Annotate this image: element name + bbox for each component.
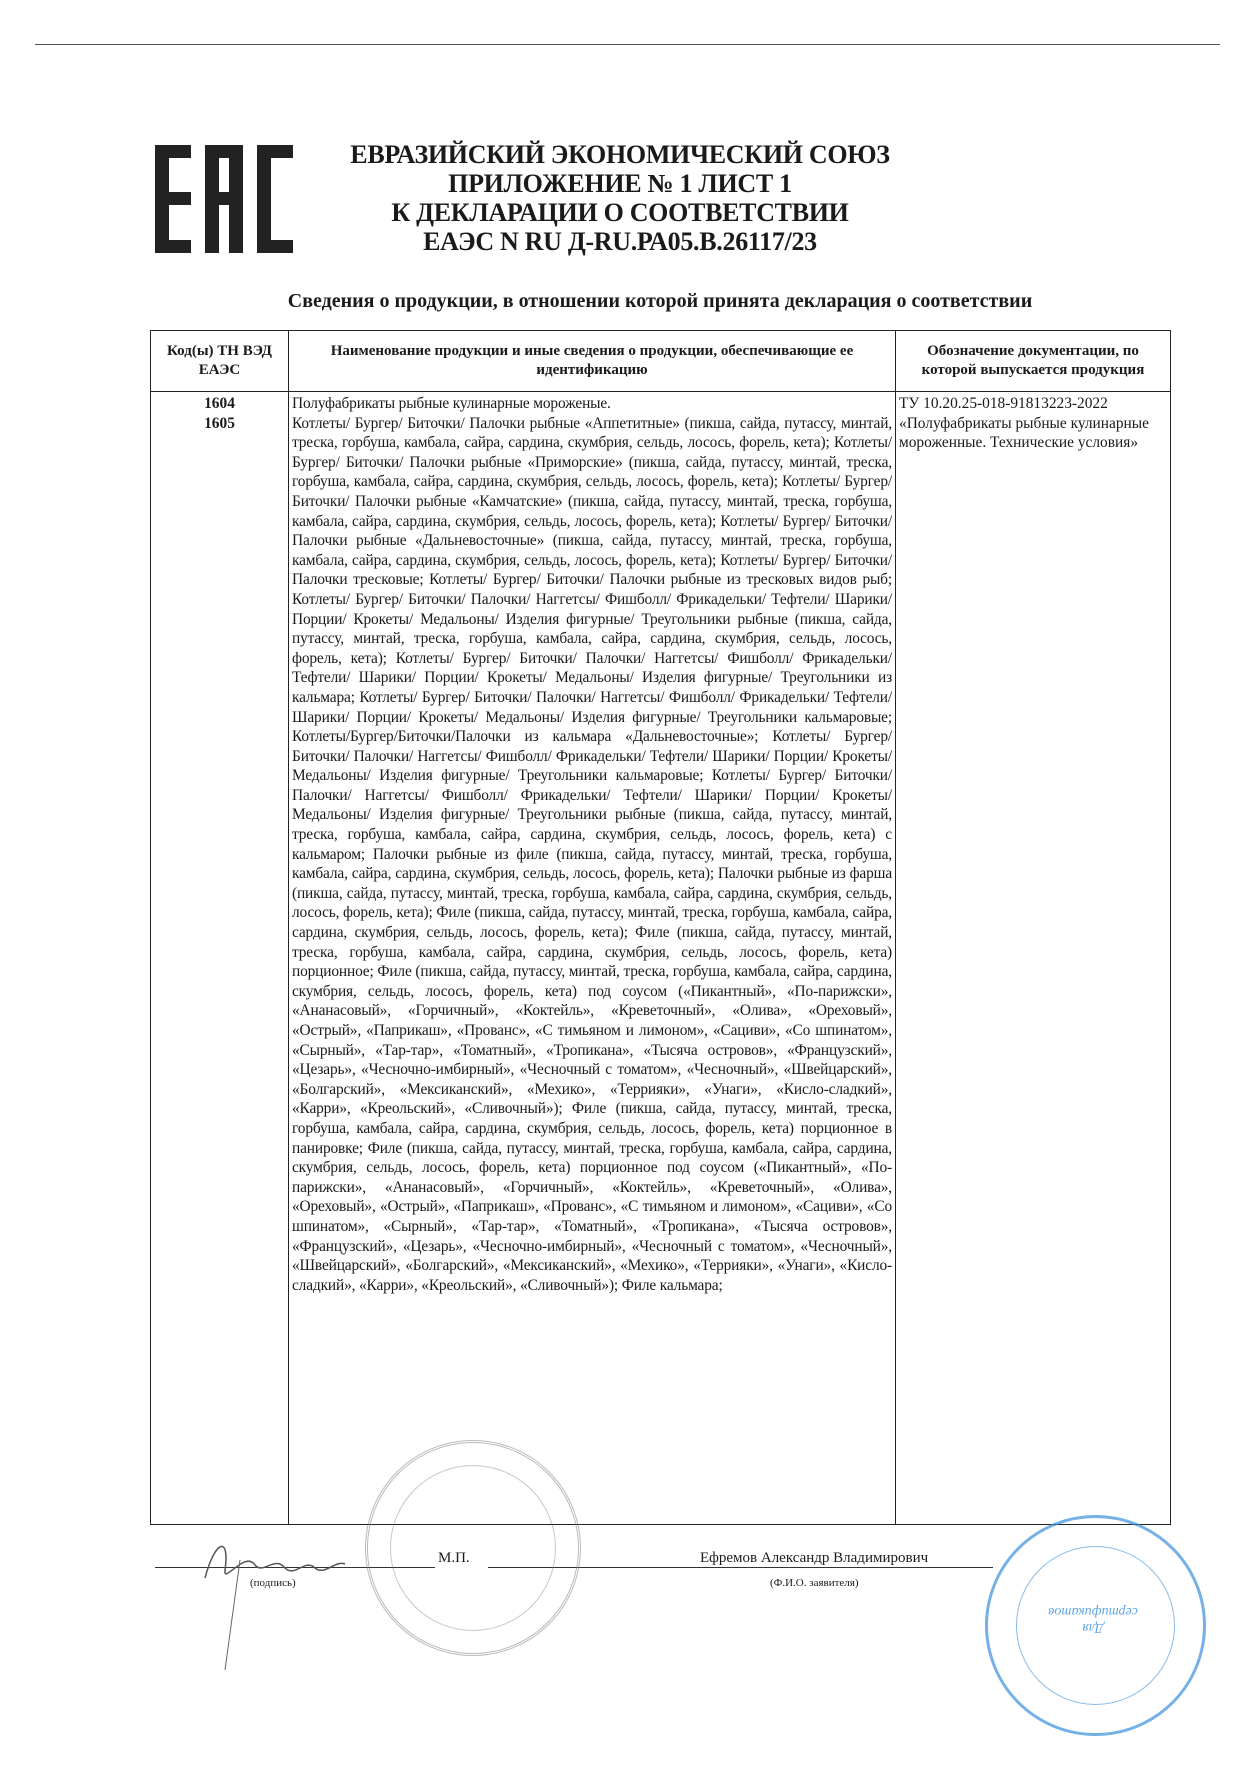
hs-code: 1604 xyxy=(204,395,235,412)
title-line: ПРИЛОЖЕНИЕ № 1 ЛИСТ 1 xyxy=(448,169,792,198)
grey-seal-stamp xyxy=(365,1440,581,1656)
applicant-label: (Ф.И.О. заявителя) xyxy=(770,1577,859,1589)
signature xyxy=(185,1530,375,1680)
applicant-name: Ефремов Александр Владимирович xyxy=(700,1550,929,1566)
signature-label: (подпись) xyxy=(250,1577,296,1589)
header-codes: Код(ы) ТН ВЭД ЕАЭС xyxy=(151,331,289,392)
header-documentation: Обозначение документации, по которой выпускается продукция xyxy=(896,331,1171,392)
seal-label: М.П. xyxy=(438,1550,470,1566)
eac-logo xyxy=(155,145,293,253)
table-header-row xyxy=(151,331,1171,392)
doc-code: ТУ 10.20.25-018-91813223-2022 xyxy=(899,395,1108,412)
hs-code: 1605 xyxy=(204,414,235,432)
product-description: Котлеты/ Бургер/ Биточки/ Палочки рыбные «Аппетитные» (пикша, сайда, путассу, минтай, треска, горбуша, камбала, сайра, сардина, скумбрия, сельдь, лосось, форель, кета); Котлеты/ Бургер/ Биточки/ Палочки рыбные «Приморские» (пикша, сайда, путассу, минтай, треска, горбуша, камбала, сайра, сардина, скумбрия, сельдь, лосось, форель, кета); Котлеты/ Бургер/ Биточки/ Палочки рыбные «Камчатские» (пикша, сайда, путассу, минтай, треска, горбуша, камбала, сайра, сардина, скумбрия, сельдь, лосось, форель, кета); Котлеты/ Бургер/ Биточки/ Палочки рыбные «Дальневосточные» (пикша, сайда, путассу, минтай, треска, горбуша, камбала, сайра, сардина, скумбрия, сельдь, лосось, форель, кета); Котлеты/ Бургер/ Биточки/ Палочки тресковые; Котлеты/ Бургер/ Биточки/ Палочки рыбные из тресковых видов рыб; Котлеты/ Бургер/ Биточки/ Палочки/ Наггетсы/ Фишболл/ Фрикадельки/ Тефтели/ Шарики/ Порции/ Крокеты/ Медальоны/ Изделия фигурные/ Треугольники рыбные (пикша, сайда, путассу, минтай, треска, горбуша, камбала, сайра, сардина, скумбрия, сельдь, лосось, форель, кета); Котлеты/ Бургер/ Биточки/ Палочки/ Наггетсы/ Фишболл/ Фрикадельки/ Тефтели/ Шарики/ Порции/ Крокеты/ Медальоны/ Изделия фигурные/ Треугольники из кальмара; Котлеты/ Бургер/ Биточки/ Палочки/ Наггетсы/ Фишболл/ Фрикадельки/ Тефтели/ Шарики/ Порции/ Крокеты/ Медальоны/ Изделия фигурные/ Треугольники кальмаровые; Котлеты/Бургер/Биточки/Палочки из кальмара «Дальневосточные»; Котлеты/ Бургер/ Биточки/ Палочки/ Наггетсы/ Фишболл/ Фрикадельки/ Тефтели/ Шарики/ Порции/ Крокеты/ Медальоны/ Изделия фигурные/ Треугольники кальмаровые; Котлеты/ Бургер/ Биточки/ Палочки/ Наггетсы/ Фишболл/ Фрикадельки/ Тефтели/ Шарики/ Порции/ Крокеты/ Медальоны/ Изделия фигурные/ Треугольники рыбные (пикша, сайда, путассу, минтай, треска, горбуша, камбала, сайра, сардина, скумбрия, сельдь, лосось, форель, кета) с кальмаром; Палочки рыбные из филе (пикша, сайда, путассу, минтай, треска, горбуша, камбала, сайра, сардина, скумбрия, сельдь, лосось, форель, кета); Палочки рыбные из фарша (пикша, сайда, путассу, минтай, треска, горбуша, камбала, сайра, сардина, скумбрия, сельдь, лосось, форель, кета); Филе (пикша, сайда, путассу, минтай, треска, горбуша, камбала, сайра, сардина, скумбрия, сельдь, лосось, форель, кета); Филе (пикша, сайда, путассу, минтай, треска, горбуша, камбала, сайра, сардина, скумбрия, сельдь, лосось, форель, кета) порционное; Филе (пикша, сайда, путассу, минтай, треска, горбуша, камбала, сайра, сардина, скумбрия, сельдь, лосось, форель, кета) под соусом («Пикантный», «По-парижски», «Ананасовый», «Горчичный», «Коктейль», «Креветочный», «Олива», «Ореховый», «Острый», «Паприкаш», «Прованс», «С тимьяном и лимоном», «Сациви», «Со шпинатом», «Сырный», «Тар-тар», «Томатный», «Тропикана», «Тысяча островов», «Французский», «Цезарь», «Чесночно-имбирный», «Чесночный с томатом», «Чесночный», «Швейцарский», «Болгарский», «Мексиканский», «Мехико», «Террияки», «Унаги», «Кисло-сладкий», «Карри», «Креольский», «Сливочный»); Филе (пикша, сайда, путассу, минтай, треска, горбуша, камбала, сайра, сардина, скумбрия, сельдь, лосось, форель, кета) порционное в панировке; Филе (пикша, сайда, путассу, минтай, треска, горбуша, камбала, сайра, сардина, скумбрия, сельдь, лосось, форель, кета) порционное под соусом («Пикантный», «По-парижски», «Ананасовый», «Горчичный», «Коктейль», «Креветочный», «Олива», «Ореховый», «Острый», «Паприкаш», «Прованс», «С тимьяном и лимоном», «Сациви», «Со шпинатом», «Сырный», «Тар-тар», «Томатный», «Тропикана», «Тысяча островов», «Французский», «Цезарь», «Чесночно-имбирный», «Чесночный с томатом», «Чесночный», «Швейцарский», «Болгарский», «Мексиканский», «Мехико», «Террияки», «Унаги», «Кисло-сладкий», «Карри», «Креольский», «Сливочный»); Филе кальмара; xyxy=(292,414,892,1294)
title-line: ЕВРАЗИЙСКИЙ ЭКОНОМИЧЕСКИЙ СОЮЗ xyxy=(350,140,890,169)
title-line: К ДЕКЛАРАЦИИ О СООТВЕТСТВИИ xyxy=(391,198,849,227)
doc-name: «Полуфабрикаты рыбные кулинарные мороженные. Технические условия» xyxy=(899,414,1149,452)
header-product: Наименование продукции и иные сведения о продукции, обеспечивающие ее идентификацию xyxy=(289,331,896,392)
title-line: ЕАЭС N RU Д-RU.РА05.В.26117/23 xyxy=(423,227,817,256)
product-table xyxy=(150,330,1171,1525)
product-title: Полуфабрикаты рыбные кулинарные мороженые. xyxy=(292,395,611,412)
blue-company-stamp xyxy=(985,1515,1206,1736)
document-title xyxy=(300,140,940,256)
stamp-inner-text: Для сертификатов xyxy=(1048,1604,1138,1635)
section-heading: Сведения о продукции, в отношении которой принята декларация о соответствии xyxy=(287,290,1033,312)
top-rule xyxy=(35,44,1220,45)
product-cell xyxy=(289,392,896,1525)
codes-cell xyxy=(151,392,289,1525)
table-row xyxy=(151,392,1171,1525)
documentation-cell xyxy=(896,392,1171,1525)
